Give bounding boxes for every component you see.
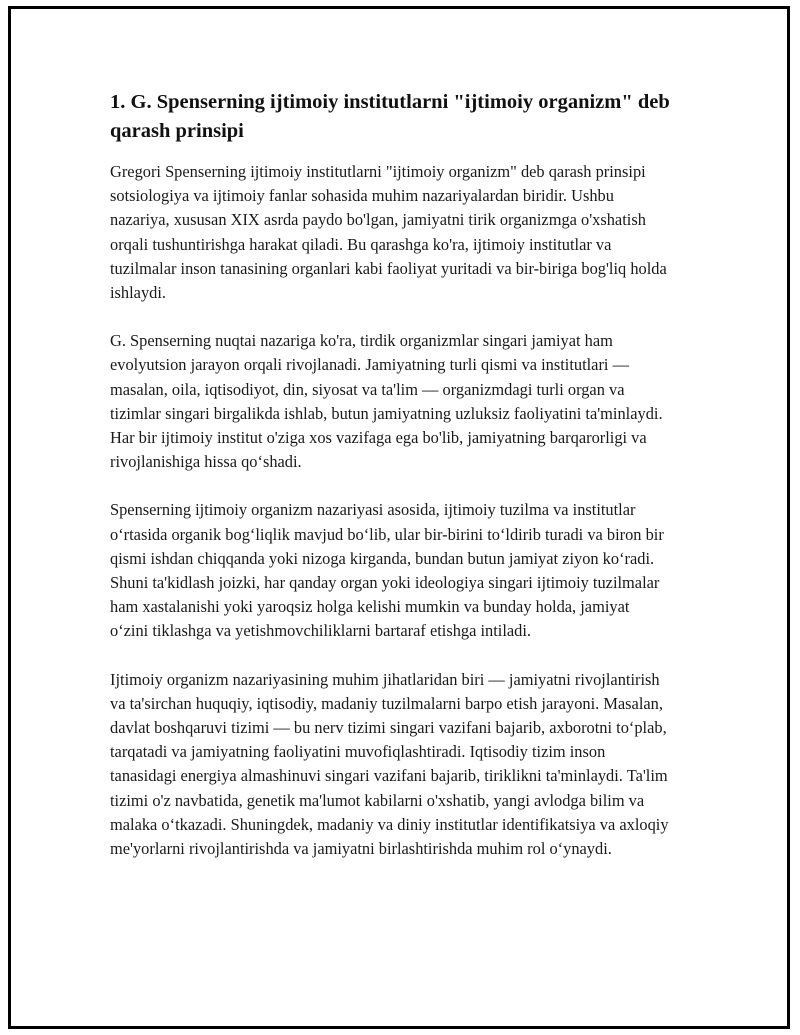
section-heading: 1. G. Spenserning ijtimoiy institutlarni "ijtimoiy organizm" deb qarash prinsipi	[110, 91, 670, 142]
paragraph-4: Ijtimoiy organizm nazariyasining muhim jihatlaridan biri — jamiyatni rivojlantirish va ta'sirchan huquqiy, iqtisodiy, madaniy tuzilmalarni barpo etish jarayoni. Masalan, davlat boshqaruvi tizimi — bu nerv tizimi singari vazifani bajarib, axborotni to‘plab, tarqatadi va jamiyatning faoliyatini muvofiqlashtiradi. Iqtisodiy tizim inson tanasidagi energiya almashinuvi singari vazifani bajarib, tiriklikni ta'minlaydi. Ta'lim tizimi o'z navbatida, genetik ma'lumot kabilarni o'xshatib, yangi avlodga bilim va malaka o‘tkazadi. Shuningdek, madaniy va diniy institutlar identifikatsiya va axloqiy me'yorlarni rivojlantirishda va jamiyatni birlashtirishda muhim rol o‘ynaydi.	[110, 669, 669, 859]
paragraph-2: G. Spenserning nuqtai nazariga ko'ra, tirdik organizmlar singari jamiyat ham evolyutsion jarayon orqali rivojlanadi. Jamiyatning turli qismi va institutlari — masalan, oila, iqtisodiyot, din, siyosat va ta'lim — organizmdagi turli organ va tizimlar singari birgalikda ishlab, butun jamiyatning uzluksiz faoliyatini ta'minlaydi. Har bir ijtimoiy institut o'ziga xos vazifaga ega bo'lib, jamiyatning barqarorligi va rivojlanishiga hissa qo‘shadi.	[110, 331, 663, 472]
paragraph-1: Gregori Spenserning ijtimoiy institutlarni "ijtimoiy organizm" deb qarash prinsipi sotsiologiya va ijtimoiy fanlar sohasida muhim nazariyalardan biridir. Ushbu nazariya, xususan XIX asrda paydo bo'lgan, jamiyatni tirik organizmga o'xshatish orqali tushuntirishga harakat qiladi. Bu qarashga ko'ra, ijtimoiy institutlar va tuzilmalar inson tanasining organlari kabi faoliyat yuritadi va bir-biriga bog'liq holda ishlaydi.	[110, 162, 667, 303]
paragraph-3: Spenserning ijtimoiy organizm nazariyasi asosida, ijtimoiy tuzilma va institutlar o‘rtasida organik bog‘liqlik mavjud bo‘lib, ular bir-birini to‘ldirib turadi va biron bir qismi ishdan chiqqanda yoki nizoga kirganda, bundan butun jamiyat ziyon ko‘radi. Shuni ta'kidlash joizki, har qanday organ yoki ideologiya singari ijtimoiy tuzilmalar ham xastalanishi yoki yaroqsiz holga kelishi mumkin va bunday holda, jamiyat o‘zini tiklashga va yetishmovchiliklarni bartaraf etishga intiladi.	[110, 500, 664, 641]
document-body	[110, 88, 670, 885]
